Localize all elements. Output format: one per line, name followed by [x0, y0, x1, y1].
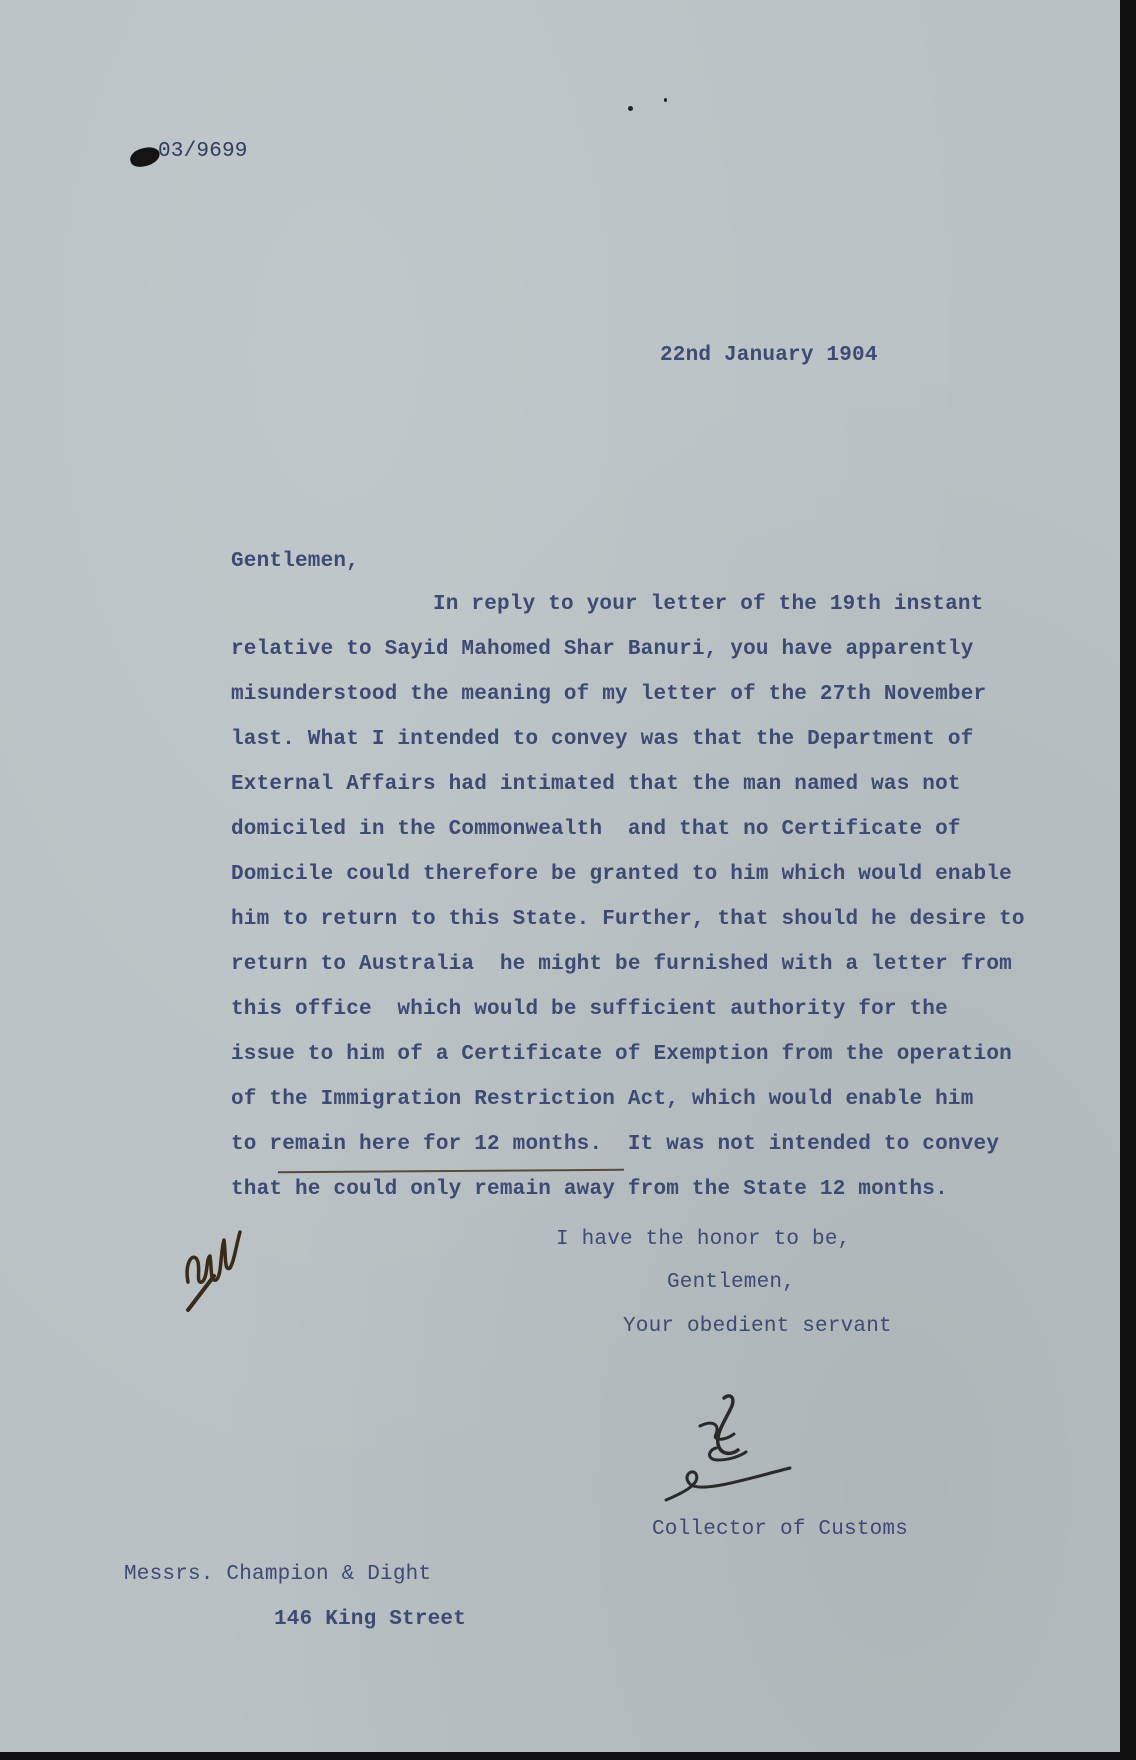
- closing-line: Your obedient servant: [623, 1315, 892, 1338]
- body-line: misunderstood the meaning of my letter of the 27th November: [231, 683, 987, 706]
- body-line: relative to Sayid Mahomed Shar Banuri, you have apparently: [231, 638, 974, 661]
- handwritten-underline: [278, 1169, 624, 1173]
- body-line: last. What I intended to convey was that the Department of: [231, 728, 974, 751]
- addressee-street: 146 King Street: [274, 1608, 467, 1631]
- letter-date: 22nd January 1904: [660, 344, 878, 367]
- addressee-name: Messrs. Champion & Dight: [124, 1563, 432, 1586]
- body-line: In reply to your letter of the 19th instant: [433, 593, 984, 616]
- scan-border-bottom: [0, 1752, 1136, 1760]
- body-line: return to Australia he might be furnished with a letter from: [231, 953, 1012, 976]
- closing-line: Gentlemen,: [667, 1271, 796, 1294]
- collector-signature: [660, 1390, 800, 1520]
- paper-speck: [628, 106, 633, 111]
- body-line: issue to him of a Certificate of Exemption from the operation: [231, 1043, 1012, 1066]
- signatory-title: Collector of Customs: [652, 1518, 909, 1541]
- body-line: that he could only remain away from the State 12 months.: [231, 1178, 948, 1201]
- body-line: External Affairs had intimated that the man named was not: [231, 773, 961, 796]
- body-line: of the Immigration Restriction Act, which would enable him: [231, 1088, 974, 1111]
- file-reference: 03/9699: [158, 140, 248, 163]
- body-line: Domicile could therefore be granted to him which would enable: [231, 863, 1012, 886]
- closing-line: I have the honor to be,: [556, 1228, 851, 1251]
- body-line: this office which would be sufficient authority for the: [231, 998, 948, 1021]
- body-line: him to return to this State. Further, that should he desire to: [231, 908, 1025, 931]
- salutation: Gentlemen,: [231, 550, 360, 573]
- body-line: domiciled in the Commonwealth and that no Certificate of: [231, 818, 961, 841]
- handwritten-initials: [180, 1210, 260, 1320]
- ink-blot: [128, 145, 161, 169]
- scan-border-right: [1120, 0, 1136, 1760]
- paper-speck: [664, 98, 667, 102]
- body-line: to remain here for 12 months. It was not intended to convey: [231, 1133, 1000, 1156]
